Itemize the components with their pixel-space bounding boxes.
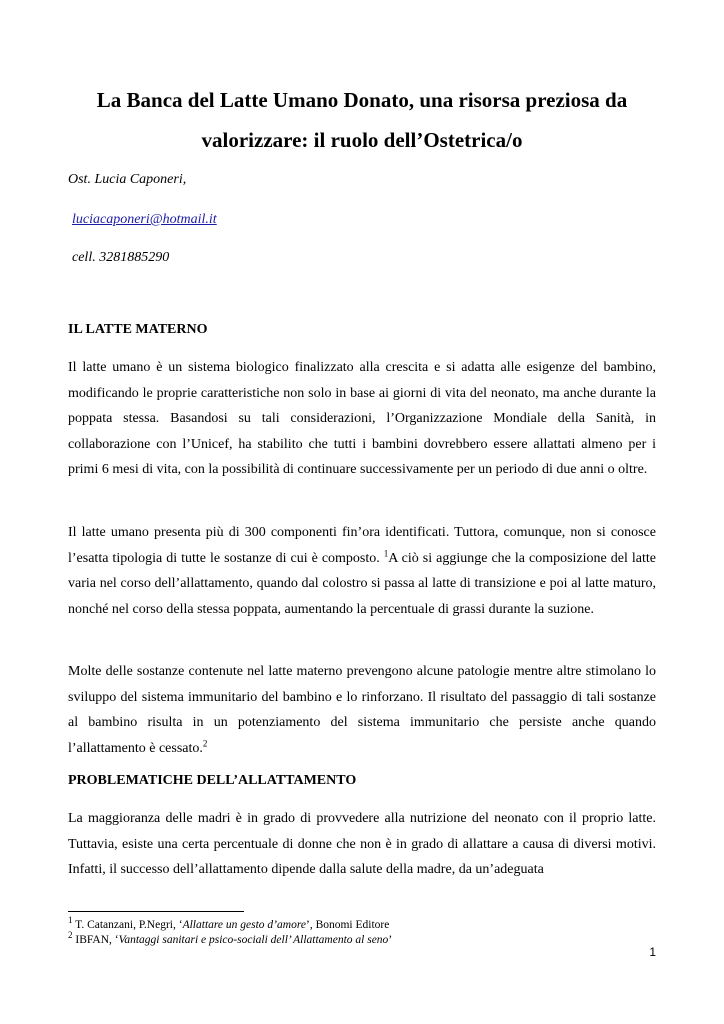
paragraph-2-text-b: A ciò si aggiunge che la composizione del latte varia nel corso dell’allattamento, quando dal colostro si passa al latte di transizione e poi al latte maturo, nonché nel corso della stessa poppata, aumentando la percentuale di grassi durante la suzione. xyxy=(68,550,656,617)
title-line-1: La Banca del Latte Umano Donato, una risorsa preziosa da xyxy=(96,88,628,112)
footnote-1 xyxy=(68,915,390,932)
document-title xyxy=(60,80,664,160)
footnote-2-suffix: ’ xyxy=(388,934,393,946)
section-heading-problematiche: PROBLEMATICHE DELL’ALLATTAMENTO xyxy=(68,773,357,788)
footnote-1-suffix: ’, Bonomi Editore xyxy=(305,919,390,931)
footnote-2-title: Vantaggi sanitari e psico-sociali dell’ Allattamento al seno xyxy=(118,934,389,946)
page-number: 1 xyxy=(649,945,656,959)
footnote-ref-1: 1 xyxy=(383,547,389,558)
paragraph-4: La maggioranza delle madri è in grado di provvedere alla nutrizione del neonato con il proprio latte. Tuttavia, esiste una certa percentuale di donne che non è in grado di allattare a causa di diversi motivi. Infatti, il successo dell’allattamento dipende dalla salute della madre, da un’adeguata xyxy=(68,811,656,878)
author-email-link[interactable]: luciacaponeri@hotmail.it xyxy=(72,212,217,227)
title-line-2: valorizzare: il ruolo dell’Ostetrica/o xyxy=(201,128,523,152)
paragraph-3-text: Molte delle sostanze contenute nel latte materno prevengono alcune patologie mentre altre stimolano lo sviluppo del sistema immunitario del bambino e lo rinforzano. Il risultato del passaggio di tali sostanze al bambino risulta in un potenziamento del sistema immunitario che persiste anche quando l’allattamento è cessato. xyxy=(68,664,656,756)
footnote-2-prefix: IBFAN, ‘ xyxy=(72,934,119,946)
footnote-2 xyxy=(68,930,393,947)
footnote-1-prefix: T. Catanzani, P.Negri, ‘ xyxy=(72,919,183,931)
author-name: Ost. Lucia Caponeri, xyxy=(68,172,187,187)
author-phone: cell. 3281885290 xyxy=(72,250,170,265)
footnote-2-number: 2 xyxy=(68,930,73,941)
paragraph-2 xyxy=(68,520,656,622)
paragraph-2-text-a: Il latte umano presenta più di 300 componenti fin’ora identificati. Tuttora, comunque, non si conosce l’esatta tipologia di tutte le sostanze di cui è composto. xyxy=(68,525,656,566)
paragraph-1: Il latte umano è un sistema biologico finalizzato alla crescita e si adatta alle esigenze del bambino, modificando le proprie caratteristiche non solo in base ai giorni di vita del neonato, ma anche durante la poppata stessa. Basandosi su tali considerazioni, l’Organizzazione Mondiale della Sanità, in collaborazione con l’Unicef, ha stabilito che tutti i bambini dovrebbero essere allattati almeno per i primi 6 mesi di vita, con la possibilità di continuare successivamente per un periodo di due anni o oltre. xyxy=(68,360,656,478)
footnote-1-title: Allattare un gesto d’amore xyxy=(182,919,306,931)
footnote-separator xyxy=(68,911,244,912)
section-heading-latte-materno: IL LATTE MATERNO xyxy=(68,322,208,337)
footnote-1-number: 1 xyxy=(68,915,73,926)
paragraph-3 xyxy=(68,659,656,761)
footnote-ref-2: 2 xyxy=(202,738,208,749)
